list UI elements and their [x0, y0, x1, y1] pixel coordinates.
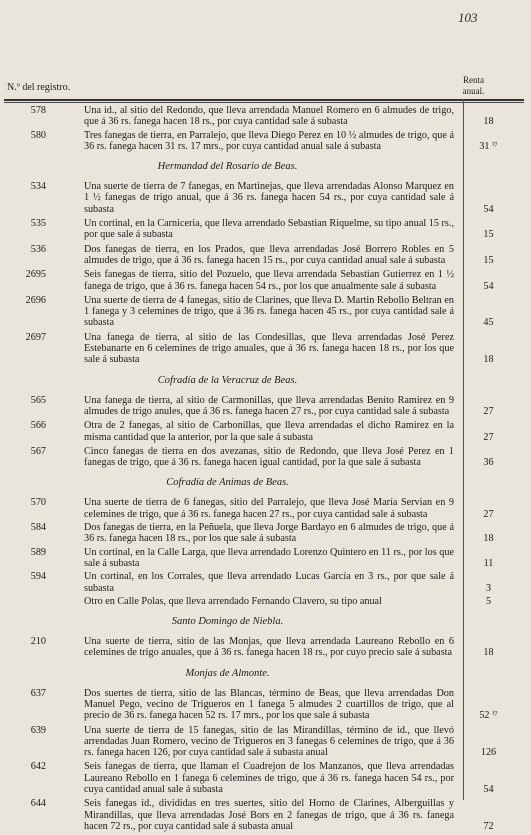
register-entry: [0, 497, 531, 520]
renta-value: 31 ⁱ⁷: [479, 140, 498, 152]
register-entry: [0, 798, 531, 832]
entry-description: Seis fanegas de tierra, que llaman el Cuadrejon de los Manzanos, que lleva arrendadas Laureano Rebollo en 1 fanega 6 celemines de trigo, que á 36 rs. fanega hacen 54 rs., por cuya cantidad anual sale á subasta: [84, 761, 454, 796]
register-entry: [0, 522, 531, 545]
renta-header-line-1: Renta: [463, 75, 484, 85]
entry-description: Otro en Calle Polas, que lleva arrendado Fernando Clavero, su tipo anual: [84, 595, 382, 607]
registro-number: 2695: [25, 269, 46, 281]
renta-value: 18: [483, 647, 494, 659]
registro-number: 644: [30, 798, 46, 810]
registro-number: 584: [30, 522, 46, 534]
registro-number: 2697: [25, 331, 46, 343]
renta-value: 54: [483, 280, 494, 292]
renta-header-line-2: anual.: [462, 86, 485, 96]
renta-value: 54: [483, 203, 494, 215]
header-rule-thin: [4, 102, 524, 103]
renta-value: 27: [483, 508, 494, 520]
entry-description: Una suerte de tierra de 6 fanegas, sitio del Parralejo, que lleva José María Servian en 9 celemines de trigo, que á 36 rs. fanega hacen 27 rs., por cuya cantidad sale á subasta: [84, 497, 454, 520]
register-body: [0, 105, 531, 835]
entry-description: Seis fanegas de tierra, sitio del Pozuelo, que lleva arrendada Sebastian Gutierrez en 1 ½ fanega de trigo, que á 36 rs. fanega hacen 54 rs., por los que anualmente sale á subasta: [84, 269, 454, 292]
entry-description: Un cortinal, en la Calle Larga, que lleva arrendado Lorenzo Quintero en 11 rs., por los que sale á subasta: [84, 546, 454, 569]
register-entry: [0, 547, 531, 570]
entry-description: Un cortinal, en los Corrales, que lleva arrendado Lucas García en 3 rs., por que sale á subasta: [84, 571, 454, 594]
register-entry: [0, 105, 531, 128]
renta-value: 72: [483, 820, 494, 832]
register-entry: [0, 688, 531, 722]
registro-number: 536: [30, 243, 46, 255]
entry-description: Una fanega de tierra, al sitio de Carmonillas, que lleva arrendadas Benito Ramirez en 9 almudes de trigo anules, que á 36 rs. fanega hacen 27 rs., por cuya cantidad sale á subasta: [84, 394, 454, 417]
register-entry: [0, 395, 531, 418]
renta-value: 27: [483, 431, 494, 443]
register-entry: [0, 244, 531, 267]
register-entry: [0, 332, 531, 366]
registro-number: 580: [30, 129, 46, 141]
register-entry: [0, 636, 531, 659]
entry-description: Una suerte de tierra de 7 fanegas, en Martinejas, que lleva arrendadas Alonso Marquez en 1 ½ fanegas de trigo anual, que á 36 rs. fanega hacen 54 rs., por cuya cantidad sale á subasta: [84, 181, 454, 215]
registro-number: 637: [30, 687, 46, 699]
page-number: 103: [458, 10, 478, 25]
registro-number: 578: [30, 105, 46, 116]
section-title: Cofradía de la Veracruz de Beas.: [157, 374, 298, 386]
renta-value: 18: [483, 533, 494, 545]
registro-number: 534: [30, 181, 46, 193]
registro-number: 535: [30, 218, 46, 230]
register-entry: [0, 446, 531, 469]
register-entry: [0, 761, 531, 795]
register-entry: [0, 725, 531, 759]
renta-value: 126: [480, 747, 497, 759]
renta-value: 11: [483, 557, 494, 569]
registro-number: 639: [30, 724, 46, 736]
entry-description: Dos suertes de tierra, sitio de las Blancas, término de Beas, que lleva arrendadas Don Manuel Pego, vecino de Trigueros en 1 fanega 5 almudes 2 cuartillos de trigo, que al precio de 36 rs. fanega hacen 52 rs. 17 mrs., por los que sale á subasta: [84, 687, 454, 722]
entry-description: Una suerte de tierra de 4 fanegas, sitio de Clarines, que lleva D. Martin Rebollo Beltran en 1 fanega y 3 celemines de trigo, que á 36 rs. fanega hacen 45 rs., por cuya cantidad sale á subasta: [84, 294, 454, 329]
register-entry: [0, 596, 531, 607]
renta-value: 45: [483, 317, 494, 329]
registro-number: 2696: [25, 294, 46, 306]
renta-value: 36: [483, 457, 494, 469]
entry-description: Otra de 2 fanegas, al sitio de Carbonillas, que lleva arrendadas el dicho Ramirez en la misma cantidad que la anterior, por la que sale á subasta: [84, 420, 454, 443]
entry-description: Una suerte de tierra de 15 fanegas, sitio de las Mirandillas, término de id., que llevó arrendadas Juan Romero, vecino de Trigueros en 3 fanegas 6 celemines de trigo, que á 36 rs. fanega hacen 126, por cuya cantidad sale á subasta anual: [84, 724, 454, 759]
entry-description: Cinco fanegas de tierra en dos avezanas, sitio de Redondo, que lleva José Perez en 1 fanegas de trigo, que á 36 rs. fanega hacen igual cantidad, por la que sale á subasta: [84, 445, 454, 469]
renta-value: 18: [483, 116, 494, 128]
renta-value: 18: [483, 354, 494, 366]
renta-header: [451, 75, 496, 97]
entry-description: Tres fanegas de tierra, en Parralejo, que lleva Diego Perez en 10 ½ almudes de trigo, que á 36 rs. fanega hacen 31 rs. 17 mrs., por cuya cantidad anual sale á subasta: [84, 129, 454, 152]
registro-number: 570: [30, 497, 46, 509]
register-entry: [0, 269, 531, 292]
entry-description: Una suerte de tierra, sitio de las Monjas, que lleva arrendada Laureano Rebollo en 6 celemines de trigo anuales, que á 36 rs. fanega hacen 18 rs., por cuyo precio sale á subasta: [84, 636, 454, 659]
registro-number: 589: [30, 546, 46, 558]
registro-number: 210: [30, 636, 46, 648]
renta-value: 27: [483, 405, 494, 417]
register-entry: [0, 571, 531, 594]
registro-number: 567: [30, 445, 46, 457]
registro-number: 565: [30, 394, 46, 406]
register-entry: [0, 218, 531, 241]
section-title: Monjas de Almonte.: [185, 667, 270, 679]
entry-description: Seis fanegas id., divididas en tres suertes, sitio del Horno de Clarines, Alberguillas y Mirandillas, que lleva arrendadas José Bors en 2 fanegas de trigo, que á 36 rs. fanega hacen 72 rs., por cuya cantidad sale á subasta anual: [84, 798, 454, 832]
section-title: Hermandad del Rosario de Beas.: [157, 161, 298, 173]
register-entry: [0, 130, 531, 153]
register-entry: [0, 181, 531, 215]
register-entry: [0, 420, 531, 443]
entry-description: Dos fanegas de tierra, en la Peñuela, que lleva Jorge Bardayo en 6 almudes de trigo, que á 36 rs. fanega hacen 18 rs., por los que sale á subasta: [84, 522, 454, 545]
renta-value: 3: [485, 582, 492, 594]
registro-number: 594: [30, 571, 46, 583]
registro-number: 566: [30, 420, 46, 432]
renta-value: 5: [485, 595, 492, 607]
renta-value: 54: [483, 784, 494, 796]
renta-value: 15: [483, 229, 494, 241]
renta-value: 15: [483, 254, 494, 266]
entry-description: Una id., al sitio del Redondo, que lleva arrendada Manuel Romero en 6 almudes de trigo, que á 36 rs. fanega hacen 18 rs., por cuya cantidad sale á subasta: [84, 105, 454, 128]
registro-number: 642: [30, 761, 46, 773]
renta-value: 52 ⁱ⁷: [479, 710, 498, 722]
entry-description: Un cortinal, en la Carniceria, que lleva arrendado Sebastian Riquelme, su tipo anual 15 rs., por que sale á subasta: [84, 218, 454, 241]
section-title: Santo Domingo de Niebla.: [171, 616, 284, 628]
registro-header: N.º del registro.: [7, 82, 71, 93]
section-title: Cofradía de Animas de Beas.: [166, 477, 289, 489]
register-entry: [0, 295, 531, 329]
entry-description: Dos fanegas de tierra, en los Prados, que lleva arrendadas José Borrero Robles en 5 almudes de trigo, que á 36 rs. fanega hacen 15 rs., por cuya cantidad anual sale á subasta: [84, 243, 454, 266]
entry-description: Una fanega de tierra, al sitio de las Condesillas, que lleva arrendadas José Perez Estebanarte en 6 celemines de trigo anuales, que á 36 rs. fanega hacen 18 rs., por los que sale á subasta: [84, 331, 454, 366]
header-rule: [4, 99, 524, 101]
